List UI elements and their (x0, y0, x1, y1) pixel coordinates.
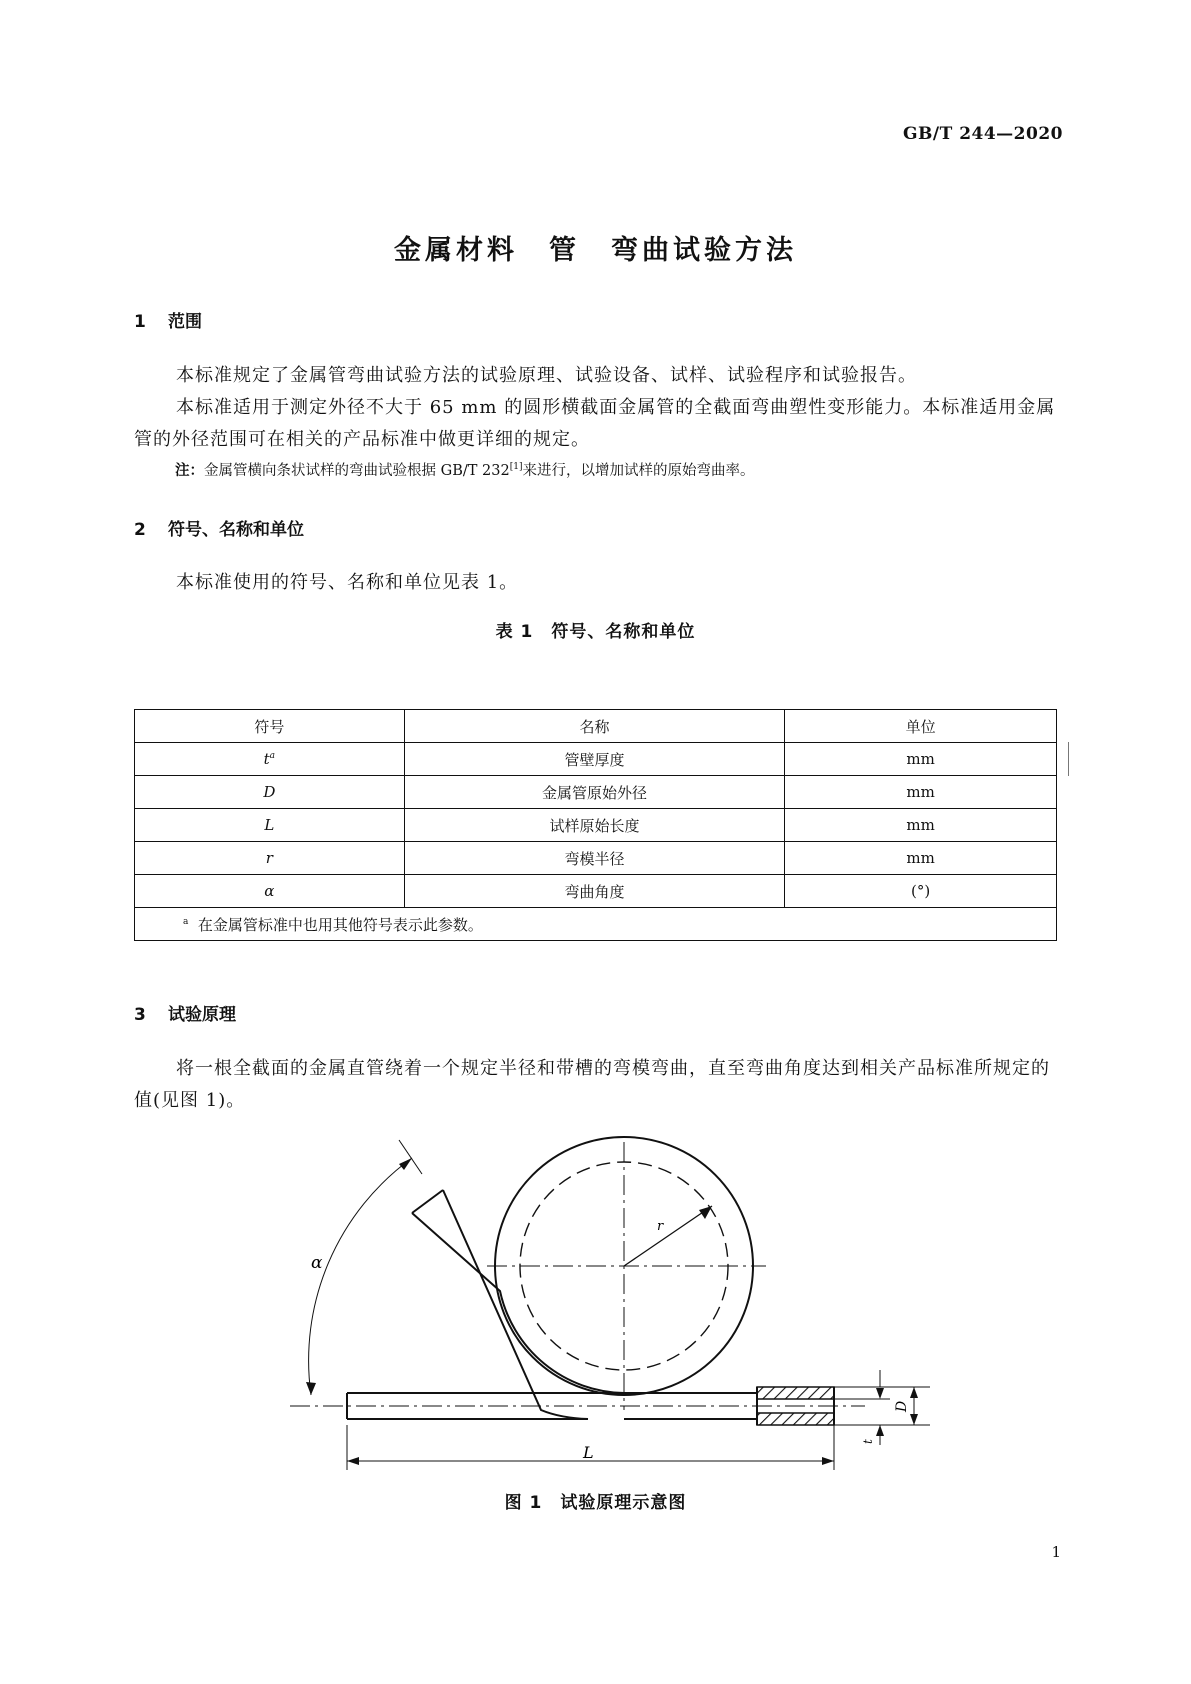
tube-outer-wall (347, 1213, 624, 1393)
alpha-label: α (311, 1253, 323, 1273)
section-2-paragraph-1: 本标准使用的符号、名称和单位见表 1。 (176, 572, 519, 593)
note-reference: [1] (509, 462, 523, 473)
note-text: 金属管横向条状试样的弯曲试验根据 GB/T 232 (204, 463, 510, 479)
radius-line (624, 1206, 712, 1266)
radius-arrowhead (699, 1206, 712, 1219)
section-1-paragraph-1: 本标准规定了金属管弯曲试验方法的试验原理、试验设备、试样、试验程序和试验报告。 (176, 365, 917, 386)
page-number: 1 (1051, 1543, 1061, 1561)
name-cell: 弯模半径 (404, 842, 785, 875)
tube-bent-end (412, 1190, 443, 1213)
footnote-text: 在金属管标准中也用其他符号表示此参数。 (197, 915, 483, 934)
symbol-cell: r (135, 842, 405, 875)
name-cell: 弯曲角度 (404, 875, 785, 908)
section-title: 试验原理 (168, 1005, 236, 1025)
section-1-paragraph-2: 本标准适用于测定外径不大于 65 mm 的圆形横截面金属管的全截面弯曲塑性变形能力。本标准适用金属管的外径范围可在相关的产品标准中做更详细的规定。 (134, 397, 1056, 450)
footnote-mark: a (183, 916, 189, 927)
name-cell: 管壁厚度 (404, 743, 785, 776)
section-title: 符号、名称和单位 (168, 520, 304, 540)
name-cell: 金属管原始外径 (404, 776, 785, 809)
column-header-symbol: 符号 (135, 710, 405, 743)
diameter-label: D (894, 1400, 910, 1412)
radius-label: r (657, 1219, 664, 1234)
tube-inner-wall (347, 1190, 588, 1419)
section-number: 3 (134, 1005, 146, 1025)
column-header-name: 名称 (404, 710, 785, 743)
length-label: L (583, 1443, 594, 1462)
unit-cell: (°) (785, 875, 1057, 908)
symbol-cell: D (135, 776, 405, 809)
document-title: 金属材料 管 弯曲试验方法 (394, 235, 797, 266)
unit-cell: mm (785, 842, 1057, 875)
note-text-end: 来进行，以增加试样的原始弯曲率。 (522, 463, 755, 479)
thickness-label: t (861, 1439, 875, 1444)
standard-code: GB/T 244—2020 (903, 124, 1063, 144)
table-1-caption: 表 1 符号、名称和单位 (495, 622, 696, 642)
footnote-mark: a (269, 751, 276, 761)
tube-specimen (347, 1190, 757, 1419)
unit-cell: mm (785, 743, 1057, 776)
name-cell: 试样原始长度 (404, 809, 785, 842)
unit-cell: mm (785, 809, 1057, 842)
section-title: 范围 (168, 312, 202, 332)
symbol-cell: L (135, 809, 405, 842)
note-label: 注： (175, 463, 204, 479)
figure-1-caption: 图 1 试验原理示意图 (504, 1493, 687, 1513)
section-number: 1 (134, 312, 146, 332)
symbol-cell: $t^a$ (135, 743, 405, 776)
section-3-paragraph-1: 将一根全截面的金属直管绕着一个规定半径和带槽的弯模弯曲，直至弯曲角度达到相关产品标准所规定的值(见图 1)。 (134, 1058, 1050, 1111)
section-number: 2 (134, 520, 146, 540)
column-header-unit: 单位 (785, 710, 1057, 743)
unit-cell: mm (785, 776, 1057, 809)
symbol-cell: α (135, 875, 405, 908)
